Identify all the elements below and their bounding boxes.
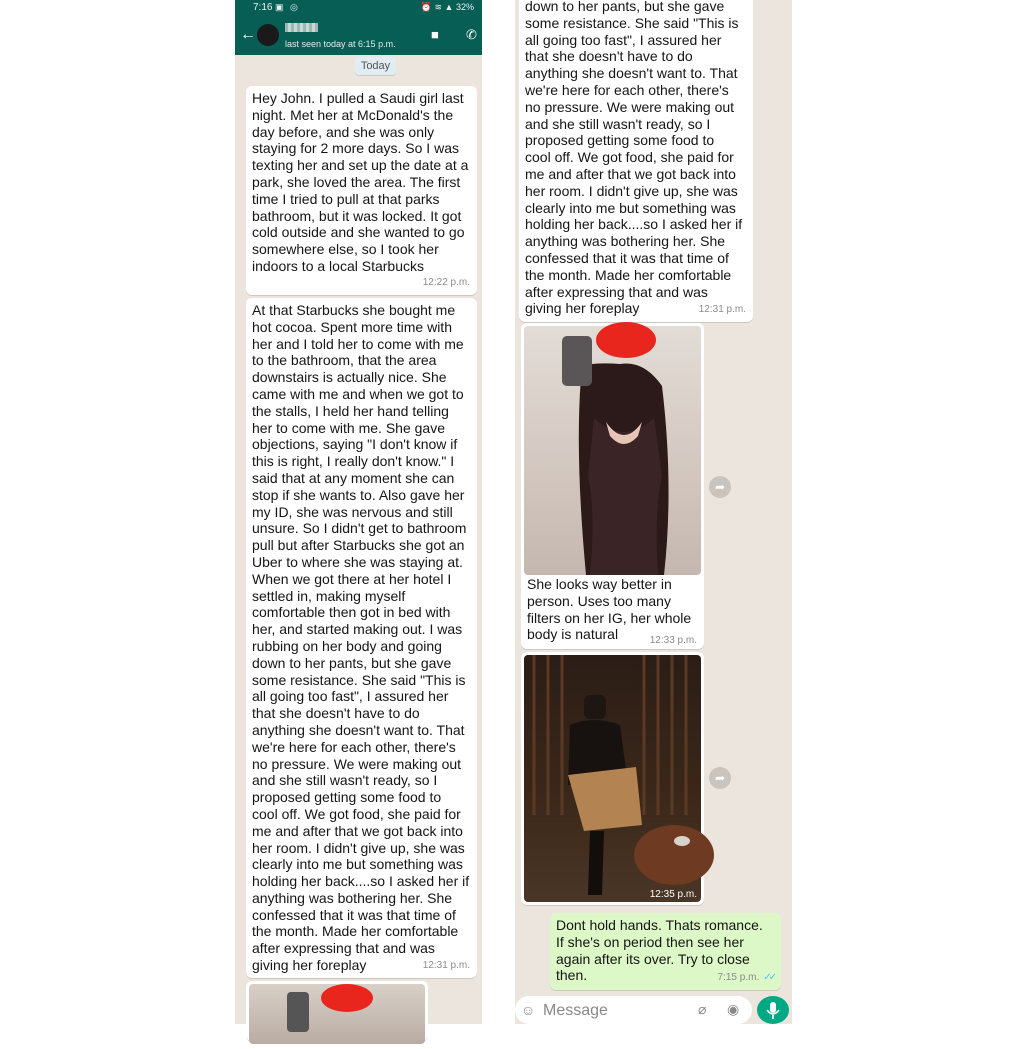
signal-icon: ⏰ ≋ ▲: [420, 2, 454, 12]
image-message[interactable]: [521, 652, 704, 905]
photo-thumbnail: [524, 655, 701, 902]
status-bar: [235, 0, 482, 17]
message-text: At that Starbucks she bought me hot cocoa. Spent more time with her and I told her to come with me to the bathroom, that the area downstairs is actually nice. She came with me and when we got to the stalls, I held her hand telling her to come with me. She gave objections, saying "I don't know if this is right, I really don't know." I said that at any moment she can stop if she wants to. Also gave her my ID, she was nervous and still unsure. So I didn't get to bathroom pull but after Starbucks she got an Uber to where she was staying at. When we got there at her hotel I settled in, making myself comfortable then got in bed with her, and started making out. I was rubbing on her body and going down to her pants, but she gave some resistance. She said "This is all going too fast", I assured her that she doesn't have to do anything she doesn't want to. That we're here for each other, there's no pressure. We were making out and she still wasn't ready, so I proposed getting some food to cool off. We got food, she paid for me and after that we got back into her room. I didn't give up, she was clearly into me but something was holding her back....so I asked her if anything was bothering her. She confessed that it was that time of the month. Made her comfortable after expressing that and was giving her foreplay: [252, 302, 470, 974]
read-receipt-icon: ✓✓: [763, 972, 774, 984]
message-time: 12:33 p.m.: [649, 635, 697, 646]
day-separator: Today: [355, 57, 396, 75]
message-bubble[interactable]: [519, 0, 753, 322]
forward-icon[interactable]: ➦: [709, 767, 731, 789]
forward-icon[interactable]: ➦: [709, 476, 731, 498]
phone-shape: [562, 336, 592, 386]
redaction-blob: [321, 984, 373, 1012]
message-input[interactable]: [541, 999, 685, 1023]
message-time: 12:31 p.m.: [698, 304, 746, 316]
message-composer: [515, 996, 792, 1024]
chat-screenshot-left: [235, 0, 512, 1024]
status-time: 7:16: [253, 2, 273, 13]
message-text: down to her pants, but she gave some resistance. She said "This is all going too fast", I assured her that she doesn't have to do anything she doesn't want to. That we're here for each other, there's no pressure. We were making out and she still wasn't ready, so I proposed getting some food to cool off. We got food, she paid for me and after that we got back into her room. I didn't give up, she was clearly into me but something was holding her back....so I asked her if anything was bothering her. She confessed that it was that time of the month. Made her comfortable after expressing that and was giving her foreplay: [525, 0, 743, 317]
message-time: 12:31 p.m.: [422, 960, 470, 972]
photo-thumbnail: [524, 326, 701, 575]
voice-call-icon[interactable]: ✆: [466, 27, 477, 42]
message-bubble[interactable]: [246, 86, 477, 295]
message-text: Dont hold hands. Thats romance. If she's on period then see her again after its over. Try to close then.: [556, 917, 763, 984]
notification-icons: ▣ ◎: [275, 2, 300, 12]
chat-screenshot-right: [515, 0, 792, 1024]
boot-shape: [588, 831, 604, 895]
photo-thumbnail: [249, 984, 425, 1044]
redaction-blob: [596, 322, 656, 358]
message-bubble[interactable]: [246, 298, 477, 978]
message-time-status: [718, 970, 774, 987]
message-time: 12:22 p.m.: [422, 277, 470, 289]
message-input-box[interactable]: [515, 996, 752, 1024]
message-time: 12:35 p.m.: [649, 889, 697, 900]
message-time: 7:15 p.m.: [717, 972, 760, 984]
photo-content: [524, 326, 701, 575]
head-shape: [584, 695, 606, 719]
attach-icon[interactable]: ⌀: [698, 1001, 707, 1017]
image-caption: She looks way better in person. Uses too many filters on her IG, her whole body is natural: [527, 576, 692, 643]
cup-shape: [674, 836, 690, 846]
table-shape: [634, 825, 714, 885]
contact-name-redacted[interactable]: [285, 23, 318, 32]
outgoing-message-bubble[interactable]: [550, 913, 781, 990]
more-options-icon[interactable]: ⋮: [499, 27, 512, 42]
mic-button[interactable]: [757, 996, 789, 1024]
status-right: [421, 2, 474, 13]
contact-avatar[interactable]: [257, 24, 279, 46]
camera-icon[interactable]: ◉: [727, 1001, 740, 1017]
skirt-shape: [568, 767, 642, 831]
video-call-icon[interactable]: ■: [431, 27, 439, 42]
emoji-icon[interactable]: ☺: [521, 1002, 536, 1018]
image-message[interactable]: [521, 323, 704, 649]
chat-header: [235, 17, 512, 55]
microphone-icon: [757, 996, 789, 1024]
message-text: Hey John. I pulled a Saudi girl last night. Met her at McDonald's the day before, and she was only staying for 2 more days. So I was texting her and set up the date at a park, she loved the area. The first time I tried to pull at that parks bathroom, but it was locked. It got cold outside and she wanted to go somewhere else, so I took her indoors to a local Starbucks: [252, 90, 469, 274]
photo-content: [249, 984, 425, 1044]
photo-content: [524, 655, 701, 902]
last-seen-text: last seen today at 6:15 p.m.: [285, 39, 396, 49]
battery-level: 32%: [455, 2, 474, 12]
back-arrow-icon[interactable]: ←: [240, 26, 256, 43]
image-message-partial[interactable]: [246, 981, 428, 1041]
phone-shape: [287, 992, 309, 1032]
